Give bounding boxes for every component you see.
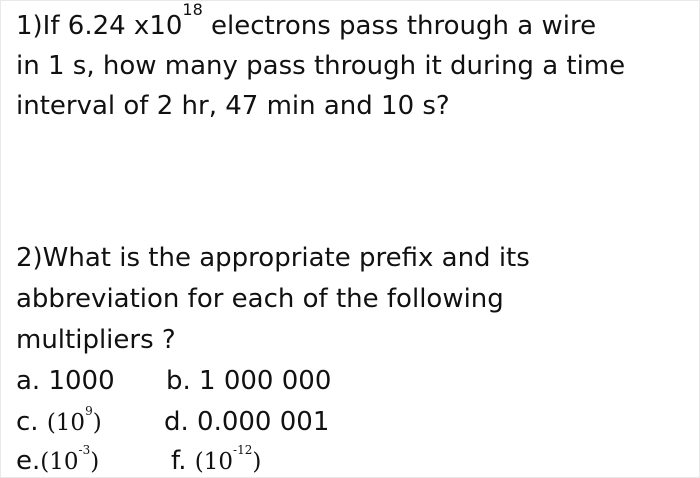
- option-e-base: (10: [40, 449, 79, 475]
- question-2: [16, 238, 688, 361]
- question-2-line-2: abbreviation for each of the following: [16, 284, 504, 314]
- option-f-value: [194, 443, 262, 475]
- question-1-line-3: interval of 2 hr, 47 min and 10 s?: [16, 91, 450, 121]
- option-d: d. 0.000 001: [164, 407, 330, 437]
- question-2-line-3: multipliers ?: [16, 325, 176, 355]
- option-c-close: ): [92, 410, 102, 436]
- option-e-close: ): [90, 449, 100, 475]
- option-f-base: (10: [194, 449, 234, 475]
- option-a: a. 1000: [16, 366, 115, 396]
- option-b: b. 1 000 000: [166, 366, 332, 396]
- option-e-label: e.: [16, 446, 41, 476]
- question-1-text-start: 1)If 6.24 x10: [16, 11, 183, 41]
- option-e-value: [40, 443, 100, 475]
- option-c: [16, 404, 102, 437]
- option-f-close: ): [252, 449, 262, 475]
- option-f-label: f.: [171, 446, 195, 476]
- question-1-line-2: in 1 s, how many pass through it during a time: [16, 51, 626, 81]
- option-f: [171, 443, 262, 476]
- question-1-text-end: electrons pass through a wire: [202, 11, 597, 41]
- option-e: [16, 443, 100, 476]
- question-1-exponent: 18: [182, 0, 203, 19]
- option-f-exponent: -12: [233, 443, 253, 457]
- question-2-line-1: 2)What is the appropriate prefix and its: [16, 243, 530, 273]
- question-1: [16, 0, 688, 126]
- option-c-value: [46, 404, 102, 436]
- option-c-label: c.: [16, 407, 47, 437]
- option-e-exponent: -3: [78, 443, 91, 457]
- option-c-exponent: 9: [85, 404, 93, 418]
- question-1-line-1: [16, 0, 688, 46]
- option-c-base: (10: [46, 410, 86, 436]
